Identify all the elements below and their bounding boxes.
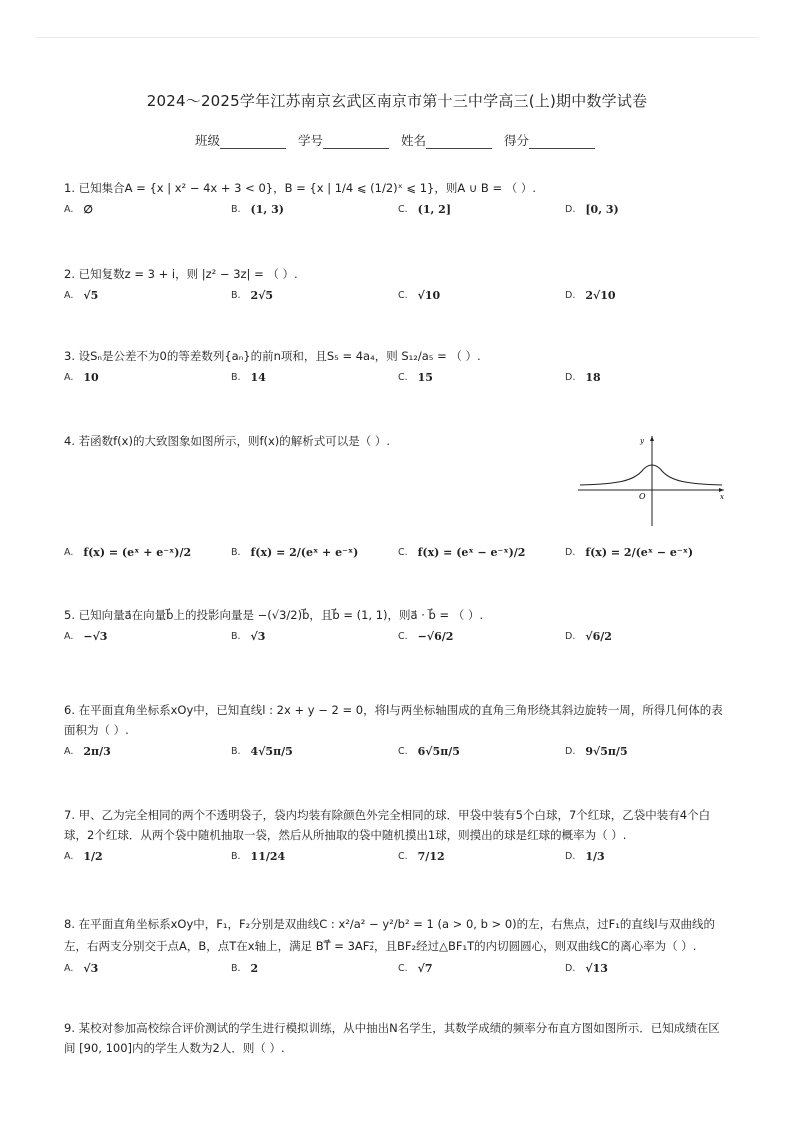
- option-a[interactable]: A. ∅: [64, 202, 93, 216]
- question-stem: 1. 已知集合A = {x | x² − 4x + 3 < 0}，B = {x | 1/4 ⩽ (1/2)ˣ ⩽ 1}，则A ∪ B = （ ）.: [64, 181, 537, 195]
- option-c[interactable]: C. √10: [398, 288, 441, 302]
- option-a[interactable]: A. 2π/3: [64, 744, 111, 758]
- exam-title: 2024～2025学年江苏南京玄武区南京市第十三中学高三(上)期中数学试卷: [146, 92, 648, 110]
- option-b[interactable]: B. 11/24: [231, 849, 286, 863]
- question-8: [64, 913, 729, 989]
- question-stem: 3. 设Sₙ是公差不为0的等差数列{aₙ}的前n项和，且S₅ = 4a₄，则 S₁₂/a₅ = （ ）.: [64, 349, 481, 363]
- option-b[interactable]: B. 2: [231, 961, 259, 975]
- question-2: [64, 264, 729, 316]
- option-d[interactable]: D. 2√10: [565, 288, 616, 302]
- function-curve: [580, 465, 722, 485]
- top-divider: [36, 37, 758, 38]
- question-7: [64, 805, 729, 877]
- class-field[interactable]: 班级: [195, 131, 290, 149]
- question-stem: 4. 若函数f(x)的大致图象如图所示，则f(x)的解析式可以是（ ）.: [64, 434, 391, 448]
- option-a[interactable]: A. √5: [64, 288, 99, 302]
- option-b[interactable]: B. √3: [231, 629, 266, 643]
- question-stem: 9. 某校对参加高校综合评价测试的学生进行模拟训练，从中抽出N名学生，其数学成绩的频率分布直方图如图所示．已知成绩在区间 [90, 100]内的学生人数为2人．则（ ）.: [64, 1021, 720, 1055]
- option-a[interactable]: A. f(x) = (eˣ + e⁻ˣ)/2: [64, 545, 192, 559]
- name-field[interactable]: 姓名: [401, 131, 496, 149]
- score-field[interactable]: 得分: [504, 131, 599, 149]
- x-axis-arrow: [719, 488, 724, 492]
- option-d[interactable]: D. 18: [565, 370, 601, 384]
- function-graph: [578, 433, 728, 528]
- option-d[interactable]: D. √6/2: [565, 629, 612, 643]
- options-row: [64, 545, 729, 573]
- question-3: [64, 346, 729, 398]
- option-a[interactable]: A. 1/2: [64, 849, 103, 863]
- option-a[interactable]: A. −√3: [64, 629, 108, 643]
- student-id-field[interactable]: 学号: [298, 131, 393, 149]
- option-a[interactable]: A. 10: [64, 370, 99, 384]
- option-c[interactable]: C. 6√5π/5: [398, 744, 460, 758]
- question-9: [64, 1018, 729, 1058]
- options-row: [64, 744, 729, 772]
- question-4-options: [64, 541, 729, 573]
- option-b[interactable]: B. 14: [231, 370, 266, 384]
- question-5: [64, 605, 729, 657]
- options-row: [64, 629, 729, 657]
- question-1: [64, 178, 729, 230]
- option-d[interactable]: D. 1/3: [565, 849, 605, 863]
- option-c[interactable]: C. √7: [398, 961, 433, 975]
- options-row: [64, 961, 729, 989]
- question-6: [64, 700, 729, 772]
- y-label: y: [640, 437, 644, 445]
- question-stem: 7. 甲、乙为完全相同的两个不透明袋子，袋内均装有除颜色外完全相同的球．甲袋中装有5个白球，7个红球，乙袋中装有4个白球，2个红球．从两个袋中随机抽取一袋，然后从所抽取的袋中随机摸出1球，则摸出的球是红球的概率为（ ）.: [64, 808, 711, 842]
- option-d[interactable]: D. √13: [565, 961, 608, 975]
- question-stem: 6. 在平面直角坐标系xOy中，已知直线l : 2x + y − 2 = 0，将l与两坐标轴围成的直角三角形绕其斜边旋转一周，所得几何体的表面积为（ ）.: [64, 703, 723, 737]
- option-c[interactable]: C. (1, 2]: [398, 202, 452, 216]
- x-label: x: [720, 493, 724, 501]
- options-row: [64, 288, 729, 316]
- option-c[interactable]: C. 15: [398, 370, 433, 384]
- options-row: [64, 202, 729, 230]
- option-b[interactable]: B. 4√5π/5: [231, 744, 293, 758]
- option-d[interactable]: D. 9√5π/5: [565, 744, 628, 758]
- option-d[interactable]: D. f(x) = 2/(eˣ − e⁻ˣ): [565, 545, 694, 559]
- options-row: [64, 370, 729, 398]
- option-a[interactable]: A. √3: [64, 961, 99, 975]
- option-c[interactable]: C. f(x) = (eˣ − e⁻ˣ)/2: [398, 545, 526, 559]
- option-b[interactable]: B. 2√5: [231, 288, 274, 302]
- question-stem: 5. 已知向量a⃗在向量b⃗上的投影向量是 −(√3/2)b⃗，且b⃗ = (1, 1)，则a⃗ · b⃗ = （ ）.: [64, 608, 484, 622]
- option-b[interactable]: B. f(x) = 2/(eˣ + e⁻ˣ): [231, 545, 359, 559]
- option-c[interactable]: C. −√6/2: [398, 629, 454, 643]
- question-stem: 8. 在平面直角坐标系xOy中，F₁，F₂分别是双曲线C : x²/a² − y²/b² = 1 (a > 0, b > 0)的左，右焦点，过F₁的直线l与双曲线的左，右两支分别交于点A，B，点T在x轴上，满足 BT⃗ = 3AF₂⃗，且BF₂经过△BF₁T的内切圆圆心，则双曲线C的离心率为（ ）.: [64, 917, 716, 953]
- y-axis-arrow: [650, 436, 654, 441]
- origin-label: O: [639, 492, 646, 501]
- question-stem: 2. 已知复数z = 3 + i，则 |z² − 3z| = （ ）.: [64, 267, 298, 281]
- options-row: [64, 849, 729, 877]
- student-info-line: [0, 131, 794, 149]
- option-c[interactable]: C. 7/12: [398, 849, 445, 863]
- option-d[interactable]: D. [0, 3): [565, 202, 619, 216]
- option-b[interactable]: B. (1, 3): [231, 202, 284, 216]
